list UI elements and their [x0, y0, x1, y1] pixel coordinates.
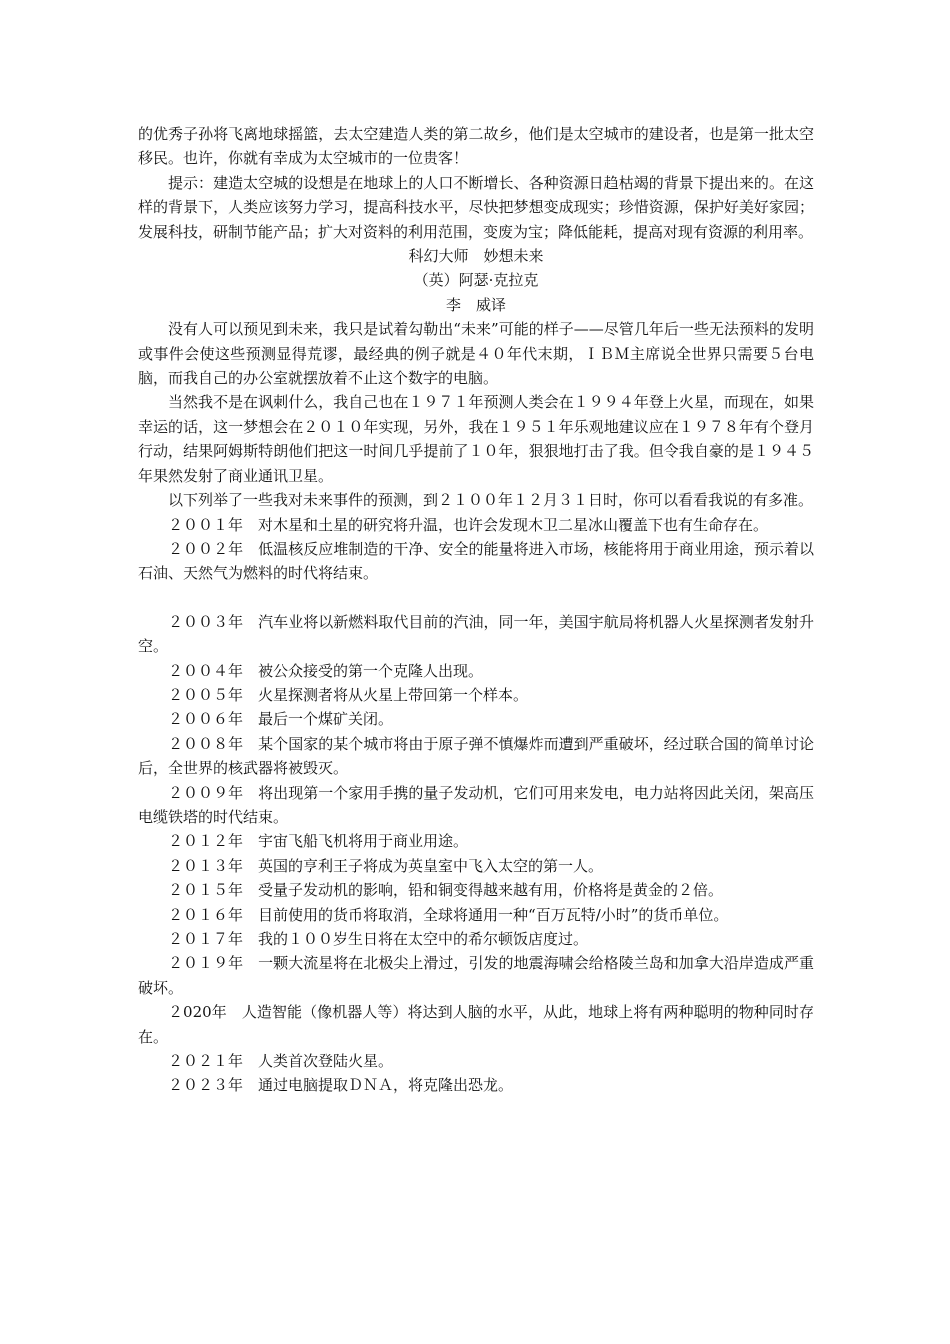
prediction-item — [138, 781, 814, 830]
prediction-item — [138, 927, 814, 951]
blank-line — [138, 586, 814, 610]
article-translator: 李 威译 — [445, 295, 506, 314]
prediction-year: ２０１７年 — [168, 930, 244, 948]
prediction-item — [138, 513, 814, 537]
prediction-text: 受量子发动机的影响，铅和铜变得越来越有用，价格将是黄金的２倍。 — [258, 881, 724, 900]
prediction-item — [138, 854, 814, 878]
prediction-text: 被公众接受的第一个克隆人出现。 — [258, 661, 484, 680]
prediction-year: ２０２１年 — [168, 1052, 244, 1071]
prediction-year: ２００８年 — [168, 734, 244, 753]
prediction-year: ２００２年 — [168, 539, 244, 558]
prediction-text: 汽车业将以新燃料取代目前的汽油，同一年，美国宇航局将机器人火星探测者发射升空。 — [138, 612, 814, 656]
prediction-item — [138, 659, 814, 683]
prediction-text: 通过电脑提取ＤＮＡ，将克隆出恐龙。 — [258, 1076, 514, 1095]
article-title: 科幻大师 妙想未来 — [408, 247, 544, 266]
prediction-item — [138, 1049, 814, 1073]
prediction-text: 一颗大流星将在北极尖上滑过，引发的地震海啸会给格陵兰岛和加拿大沿岸造成严重破坏。 — [138, 954, 814, 997]
prediction-text: 对木星和土星的研究将升温，也许会发现木卫二星冰山覆盖下也有生命存在。 — [258, 515, 769, 534]
prediction-item — [138, 1000, 814, 1049]
prediction-year: ２０１５年 — [168, 881, 244, 900]
prediction-text: 最后一个煤矿关闭。 — [258, 710, 394, 729]
prediction-year: ２０１２年 — [168, 832, 244, 851]
paragraph-no-one-can-foresee: 没有人可以预见到未来，我只是试着勾勒出“未来”可能的样子——尽管几年后一些无法预料的发明或事件会使这些预测显得荒谬，最经典的例子就是４０年代末期，ＩＢＭ主席说全世界只需要５台电脑，而我自己的办公室就摆放着不止这个数字的电脑。 — [138, 320, 814, 388]
prediction-year: ２００３年 — [168, 612, 244, 631]
prediction-item — [138, 829, 814, 853]
paragraph-mars-prediction: 当然我不是在讽刺什么，我自己也在１９７１年预测人类会在１９９４年登上火星，而现在，如果幸运的话，这一梦想会在２０１０年实现，另外，我在１９５１年乐观地建议应在１９７８年有个登月行动，结果阿姆斯特朗他们把这一时间几乎提前了１０年，狠狠地打击了我。但令我自豪的是１９４５年果然发射了商业通讯卫星。 — [138, 393, 814, 485]
prediction-year: ２００４年 — [168, 661, 244, 680]
prediction-item — [138, 1073, 814, 1097]
prediction-text: 火星探测者将从火星上带回第一个样本。 — [258, 685, 529, 704]
prediction-year: ２０１６年 — [168, 905, 244, 924]
prediction-item — [138, 707, 814, 731]
prediction-text: 人类首次登陆火星。 — [258, 1052, 394, 1071]
prediction-text: 将出现第一个家用手携的量子发动机，它们可用来发电，电力站将因此关闭，架高压电缆铁塔的时代结束。 — [138, 783, 814, 826]
paragraph-list-intro: 以下列举了一些我对未来事件的预测，到２１００年１２月３１日时，你可以看看我说的有多准。 — [168, 491, 814, 510]
article-author: （英）阿瑟·克拉克 — [413, 271, 539, 290]
prediction-text: 英国的亨利王子将成为英皇室中飞入太空的第一人。 — [258, 856, 604, 875]
prediction-item — [138, 878, 814, 902]
prediction-list — [138, 513, 814, 1098]
prediction-text: 目前使用的货币将取消，全球将通用一种“百万瓦特/小时”的货币单位。 — [258, 905, 729, 924]
prediction-item — [138, 732, 814, 781]
prediction-year: ２020年 — [168, 1003, 227, 1022]
prediction-item — [138, 951, 814, 1000]
prediction-text: 低温核反应堆制造的干净、安全的能量将进入市场，核能将用于商业用途，预示着以石油、天然气为燃料的时代将结束。 — [138, 539, 814, 583]
prediction-text: 某个国家的某个城市将由于原子弹不慎爆炸而遭到严重破坏，经过联合国的简单讨论后，全世界的核武器将被毁灭。 — [138, 734, 814, 778]
paragraph-space-city-intro: 的优秀子孙将飞离地球摇篮，去太空建造人类的第二故乡，他们是太空城市的建设者，也是第一批太空移民。也许，你就有幸成为太空城市的一位贵客！ — [138, 125, 814, 168]
prediction-year: ２０２３年 — [168, 1076, 244, 1095]
prediction-text: 人造智能（像机器人等）将达到人脑的水平，从此，地球上将有两种聪明的物种同时存在。 — [138, 1003, 814, 1046]
prediction-year: ２００５年 — [168, 685, 244, 704]
prediction-item — [138, 537, 814, 586]
prediction-year: ２０１９年 — [168, 954, 244, 973]
document-page — [138, 122, 814, 1098]
prediction-year: ２００６年 — [168, 710, 244, 729]
prediction-year: ２００１年 — [168, 515, 244, 534]
prediction-text: 宇宙飞船飞机将用于商业用途。 — [258, 832, 469, 851]
prediction-item — [138, 683, 814, 707]
paragraph-hint: 提示：建造太空城的设想是在地球上的人口不断增长、各种资源日趋枯竭的背景下提出来的。在这样的背景下，人类应该努力学习，提高科技水平，尽快把梦想变成现实；珍惜资源，保护好美好家园；发展科技，研制节能产品；扩大对资料的利用范围，变废为宝；降低能耗，提高对现有资源的利用率。 — [138, 173, 814, 241]
prediction-year: ２００９年 — [168, 783, 244, 802]
prediction-item — [138, 903, 814, 927]
prediction-text: 我的１００岁生日将在太空中的希尔顿饭店度过。 — [258, 930, 589, 948]
prediction-item — [138, 610, 814, 659]
prediction-year: ２０１３年 — [168, 856, 244, 875]
